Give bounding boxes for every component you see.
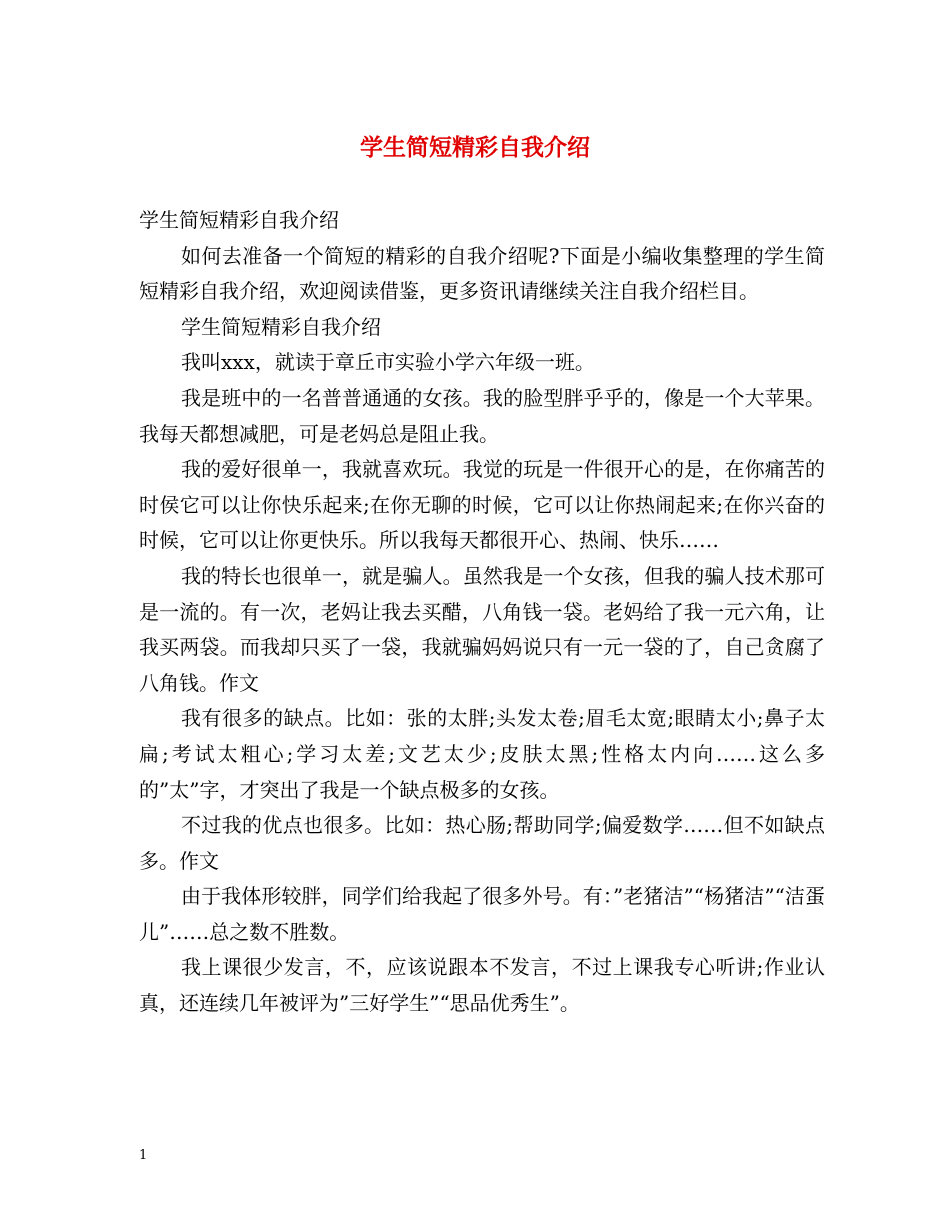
body-paragraph: 我是班中的一名普普通通的女孩。我的脸型胖乎乎的，像是一个大苹果。我每天都想减肥，可是老妈总是阻止我。 [139, 385, 825, 446]
body-paragraph: 我上课很少发言，不，应该说跟本不发言，不过上课我专心听讲;作业认真，还连续几年被评为”三好学生”“思品优秀生”。 [139, 955, 825, 1016]
body-paragraph: 我的特长也很单一，就是骗人。虽然我是一个女孩，但我的骗人技术那可是一流的。有一次，老妈让我去买醋，八角钱一袋。老妈给了我一元六角，让我买两袋。而我却只买了一袋，我就骗妈妈说只有一元一袋的了，自己贪腐了八角钱。作文 [139, 563, 825, 695]
body-paragraph: 如何去准备一个简短的精彩的自我介绍呢?下面是小编收集整理的学生简短精彩自我介绍，欢迎阅读借鉴，更多资讯请继续关注自我介绍栏目。 [139, 243, 825, 304]
document-title: 学生简短精彩自我介绍 [360, 134, 590, 161]
body-paragraph: 我的爱好很单一，我就喜欢玩。我觉的玩是一件很开心的是，在你痛苦的时侯它可以让你快乐起来;在你无聊的时候，它可以让你热闹起来;在你兴奋的时候，它可以让你更快乐。所以我每天都很开心、热闹、快乐…… [139, 457, 825, 553]
body-paragraph: 由于我体形较胖，同学们给我起了很多外号。有：”老猪洁”“杨猪洁”“洁蛋儿”……总之数不胜数。 [139, 884, 825, 944]
page-number: 1 [139, 1148, 148, 1163]
body-paragraph: 学生简短精彩自我介绍 [181, 314, 381, 339]
body-paragraph: 我叫xxx，就读于章丘市实验小学六年级一班。 [181, 350, 595, 375]
body-paragraph: 不过我的优点也很多。比如：热心肠;帮助同学;偏爱数学……但不如缺点多。作文 [139, 813, 825, 873]
body-paragraph: 我有很多的缺点。比如：张的太胖;头发太卷;眉毛太宽;眼睛太小;鼻子太扁;考试太粗心;学习太差;文艺太少;皮肤太黑;性格太内向……这么多的”太”字，才突出了我是一个缺点极多的女孩。 [139, 706, 825, 802]
document-body [139, 203, 825, 1022]
body-paragraph: 学生简短精彩自我介绍 [139, 208, 339, 232]
